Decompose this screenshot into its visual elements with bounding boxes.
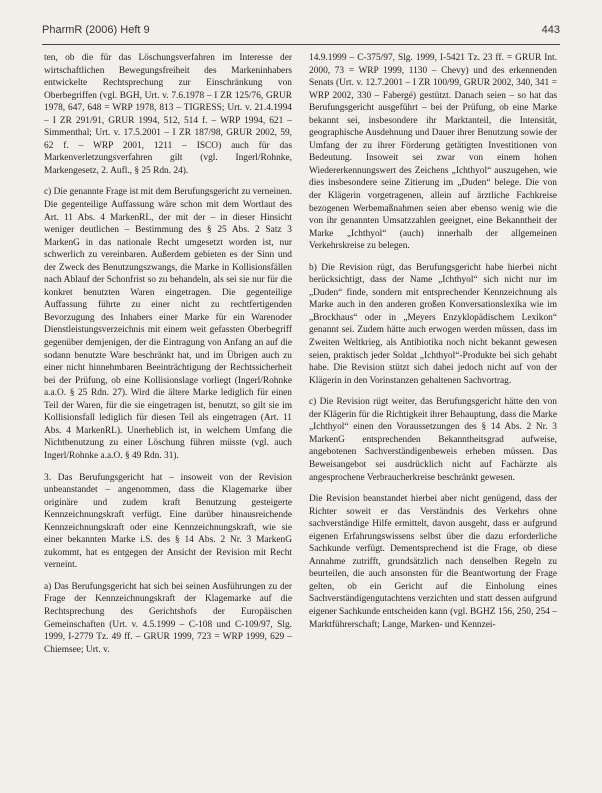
left-column (44, 52, 292, 665)
paragraph: b) Die Revision rügt, das Berufungsgericht habe hierbei nicht berücksichtigt, dass der Name „Ichthyol“ sich nicht nur im „Duden“ finde, sondern mit entsprechender Kennzeichnung als Marke auch in den anderen großen Konversationslexika wie im „Brockhaus“ oder in „Meyers Enzyklopädischem Lexikon“ genannt sei. Zudem hätte auch erwogen werden müssen, dass im Zweiten Weltkrieg, als Antibiotika noch nicht bekannt gewesen seien, praktisch jeder Soldat „Ichthyol“-Produkte bei sich gehabt habe. Die Revision stützt sich dabei jedoch nicht auf von der Klägerin in den Vorinstanzen gehaltenen Sachvortrag. (309, 262, 557, 386)
paragraph: 3. Das Berufungsgericht hat – insoweit von der Revision unbeanstandet – angenommen, dass die Klagemarke über originäre und zudem kraft Benutzung gesteigerte Kennzeichnungskraft verfügt. Eine darüber hinausreichende Kennzeichnungskraft oder eine Kennzeichnungskraft, wie sie einer bekannten Marke i.S. des § 14 Abs. 2 Nr. 3 MarkenG zukommt, hat es entgegen der Ansicht der Revision mit Recht verneint. (44, 472, 292, 571)
journal-reference: PharmR (2006) Heft 9 (42, 24, 150, 36)
paragraph: a) Das Berufungsgericht hat sich bei seinen Ausführungen zu der Frage der Kennzeichnungskraft der Klagemarke auf die Rechtsprechung des Gerichtshofs der Europäischen Gemeinschaften (Urt. v. 4.5.1999 – C-108 und C-109/97, Slg. 1999, I-2779 Tz. 49 ff. – GRUR 1999, 723 = WRP 1999, 629 – Chiemsee; Urt. v. (44, 581, 292, 655)
page-number: 443 (541, 24, 560, 36)
paragraph: 14.9.1999 – C-375/97, Slg. 1999, I-5421 Tz. 23 ff. = GRUR Int. 2000, 73 = WRP 1999, 1130 – Chevy) und des erkennenden Senats (Urt. v. 12.7.2001 – I ZR 100/99, GRUR 2002, 340, 341 = WRP 2002, 330 – Fabergé) gestützt. Danach seien – so hat das Berufungsgericht ausgeführt – bei der Prüfung, ob eine Marke bekannt sei, insbesondere ihr Marktanteil, die Intensität, geographische Ausdehnung und Dauer ihrer Benutzung sowie der Umfang der zu ihrer Förderung getätigten Investitionen von Bedeutung. Insoweit sei zwar von einem hohen Wiedererkennungswert des Zeichens „Ichthyol“ auszugehen, wie dies insbesondere seine Zitierung im „Duden“ belege. Die von der Klägerin vorgetragenen, allein auf ärztliche Fachkreise bezogenen Werbemaßnahmen seien aber ebenso wenig wie die von ihr genannten Umsatzzahlen geeignet, eine Bekanntheit der Marke „Ichthyol“ (auch) innerhalb der allgemeinen Verkehrskreise zu belegen. (309, 53, 557, 252)
running-header (42, 20, 560, 45)
right-column (309, 52, 557, 640)
paragraph: c) Die Revision rügt weiter, das Berufungsgericht hätte den von der Klägerin für die Richtigkeit ihrer Behauptung, dass die Marke „Ichthyol“ einen den Voraussetzungen des § 14 Abs. 2 Nr. 3 MarkenG entsprechenden Bekanntheitsgrad aufweise, angebotenen Sachverständigenbeweis erheben müssen. Das Beweisangebot sei ausdrücklich nicht auf Fachärzte als angesprochene Verbraucherkreise beschränkt gewesen. (309, 397, 557, 483)
paragraph: Die Revision beanstandet hierbei aber nicht genügend, dass der Richter soweit er das Verständnis des Verkehrs ohne sachverständige Hilfe ermittelt, davon ausgeht, dass er aufgrund eigenen Erfahrungswissens selbst über die dazu erforderliche Sachkunde verfügt. Dementsprechend ist die Frage, ob diese Annahme zutrifft, grundsätzlich nach denselben Regeln zu beurteilen, die auch ansonsten für die Beantwortung der Frage gelten, ob ein Gericht auf die Einholung eines Sachverständigengutachtens verzichten und statt dessen aufgrund eigener Sachkunde entscheiden kann (vgl. BGHZ 156, 250, 254 – Marktführerschaft; Lange, Marken- und Kennzei- (309, 494, 557, 630)
paragraph: c) Die genannte Frage ist mit dem Berufungsgericht zu verneinen. Die gegenteilige Auffassung wäre schon mit dem Wortlaut des Art. 11 Abs. 4 MarkenRL, der mit der – in dieser Hinsicht weniger deutlichen – Bestimmung des § 25 Abs. 2 Satz 3 MarkenG in das nationale Recht umgesetzt worden ist, nur schwerlich zu vereinbaren. Außerdem gebieten es der Sinn und der Zweck des Benutzungszwangs, die Marke in Kollisionsfällen nach Ablauf der Schonfrist so zu behandeln, als sei sie nur für die konkret benutzten Waren eingetragen. Die gegenteilige Auffassung führte zu einer nicht zu rechtfertigenden Bevorzugung des Inhabers einer Marke für ein Warenoder Dienstleistungsverzeichnis mit einem weit gefassten Oberbegriff gegenüber demjenigen, der die Eintragung von Anfang an auf die sodann benutzte Ware beschränkt hat, und im Übrigen auch zu einer nicht hinnehmbaren Beeinträchtigung der Rechtssicherheit bei der Prüfung, ob eine Kollisionslage vorliegt (Ingerl/Rohnke a.a.O. § 25 Rdn. 27). Wird die ältere Marke lediglich für einen Teil der Waren, für die sie eingetragen ist, benutzt, so gilt sie im Kollisionsfall lediglich für diesen Teil als eingetragen (Art. 11 Abs. 4 MarkenRL). Unerheblich ist, in welchem Umfang die Nichtbenutzung zu einer Löschung führen müsste (vgl. auch Ingerl/Rohnke a.a.O. § 49 Rdn. 31). (44, 187, 292, 461)
paragraph: ten, ob die für das Löschungsverfahren im Interesse der wirtschaftlichen Bewegungsfreiheit des Markeninhabers entwickelte Rechtsprechung zur Einschränkung von Oberbegriffen (vgl. BGH, Urt. v. 7.6.1978 – I ZR 125/76, GRUR 1978, 647, 648 = WRP 1978, 813 – TIGRESS; Urt. v. 21.4.1994 – I ZR 291/91, GRUR 1994, 512, 514 f. – WRP 1994, 621 – Simmenthal; Urt. v. 17.5.2001 – I ZR 187/98, GRUR 2002, 59, 62 f. – WRP 2001, 1211 – ISCO) auch für das Markenverletzungsverfahren gilt (vgl. Ingerl/Rohnke, Markengesetz, 2. Aufl., § 25 Rdn. 24). (44, 53, 292, 176)
